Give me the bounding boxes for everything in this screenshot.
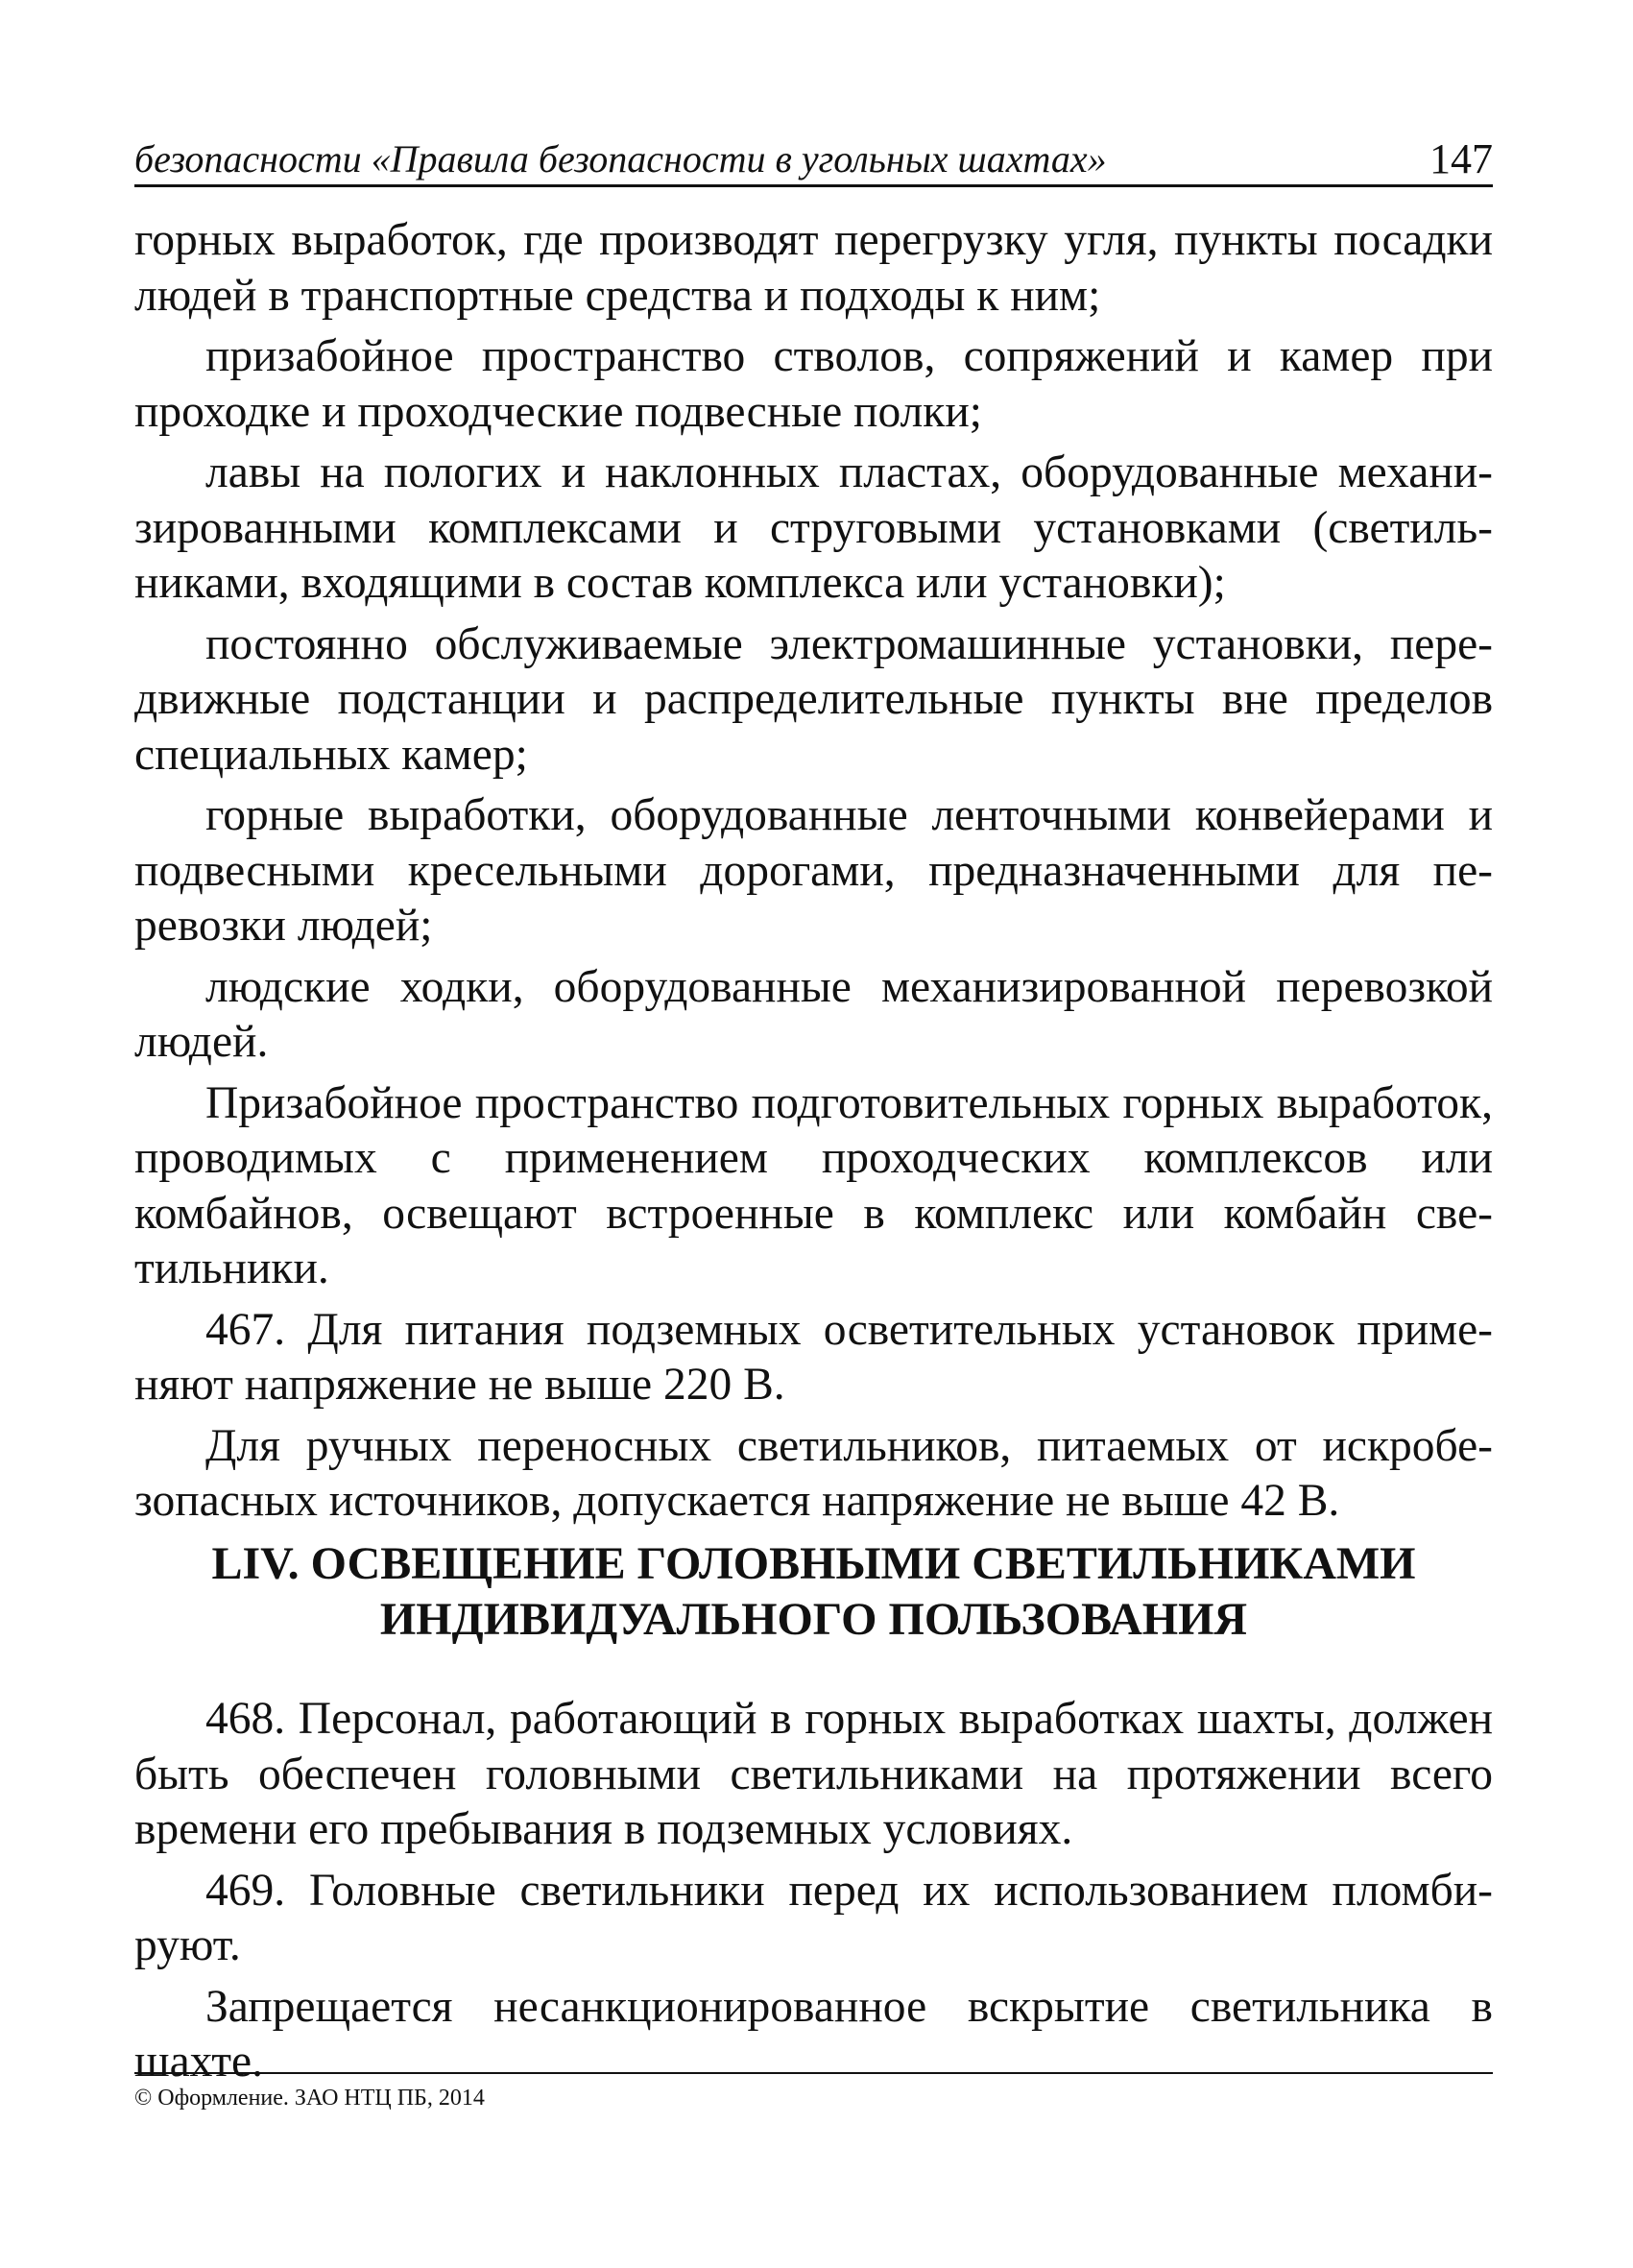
paragraph: Запрещается несанкционированное вскрытие светильника в шахте. — [134, 1981, 1493, 2087]
body-text — [134, 213, 1493, 1535]
section-heading-line: ИНДИВИДУАЛЬНОГО ПОЛЬЗОВАНИЯ — [379, 1594, 1248, 1645]
paragraph: горных выработок, где производят перегрузку угля, пункты посадки людей в транспортные средства и подходы к ним; — [134, 215, 1493, 321]
paragraph: 468. Персонал, работающий в горных выработках шахты, должен быть обеспечен головными светильниками на протяжении всего времени его пребывания в подземных условиях. — [134, 1694, 1493, 1854]
paragraph: лавы на пологих и наклонных пластах, оборудованные механизированными комплексами и струговыми установками (светильниками, входящими в состав комплекса или установки); — [134, 447, 1493, 608]
paragraph: Для ручных переносных светильников, питаемых от искробезопасных источников, допускается напряжение не выше 42 В. — [134, 1420, 1493, 1526]
footer-divider — [134, 2072, 1493, 2074]
paragraph: людские ходки, оборудованные механизированной перевозкой людей. — [134, 961, 1493, 1067]
document-page — [134, 0, 1493, 2268]
page-number: 147 — [1429, 135, 1493, 182]
section-heading-line: LIV. ОСВЕЩЕНИЕ ГОЛОВНЫМИ СВЕТИЛЬНИКАМИ — [211, 1538, 1416, 1589]
paragraph: горные выработки, оборудованные ленточными конвейерами и подвесными кресельными дорогами, предназначенными для перевозки людей; — [134, 790, 1493, 951]
section-body — [134, 1692, 1493, 2096]
running-title: безопасности «Правила безопасности в угольных шахтах» — [134, 137, 1107, 181]
footer-copyright: © Оформление. ЗАО НТЦ ПБ, 2014 — [134, 2086, 485, 2111]
paragraph: призабойное пространство стволов, сопряжений и камер при проходке и проходческие подвесные полки; — [134, 331, 1493, 437]
running-header — [134, 134, 1493, 187]
paragraph: постоянно обслуживаемые электромашинные установки, передвижные подстанции и распределительные пункты вне пределов специальных камер; — [134, 618, 1493, 780]
paragraph: 469. Головные светильники перед их использованием пломбируют. — [134, 1865, 1493, 1970]
paragraph: Призабойное пространство подготовительных горных выработок, проводимых с применением проходческих комплексов или комбайнов, освещают встроенные в комплекс или комбайн светильники. — [134, 1077, 1493, 1293]
paragraph: 467. Для питания подземных осветительных установок применяют напряжение не выше 220 В. — [134, 1304, 1493, 1410]
section-heading — [134, 1536, 1493, 1648]
